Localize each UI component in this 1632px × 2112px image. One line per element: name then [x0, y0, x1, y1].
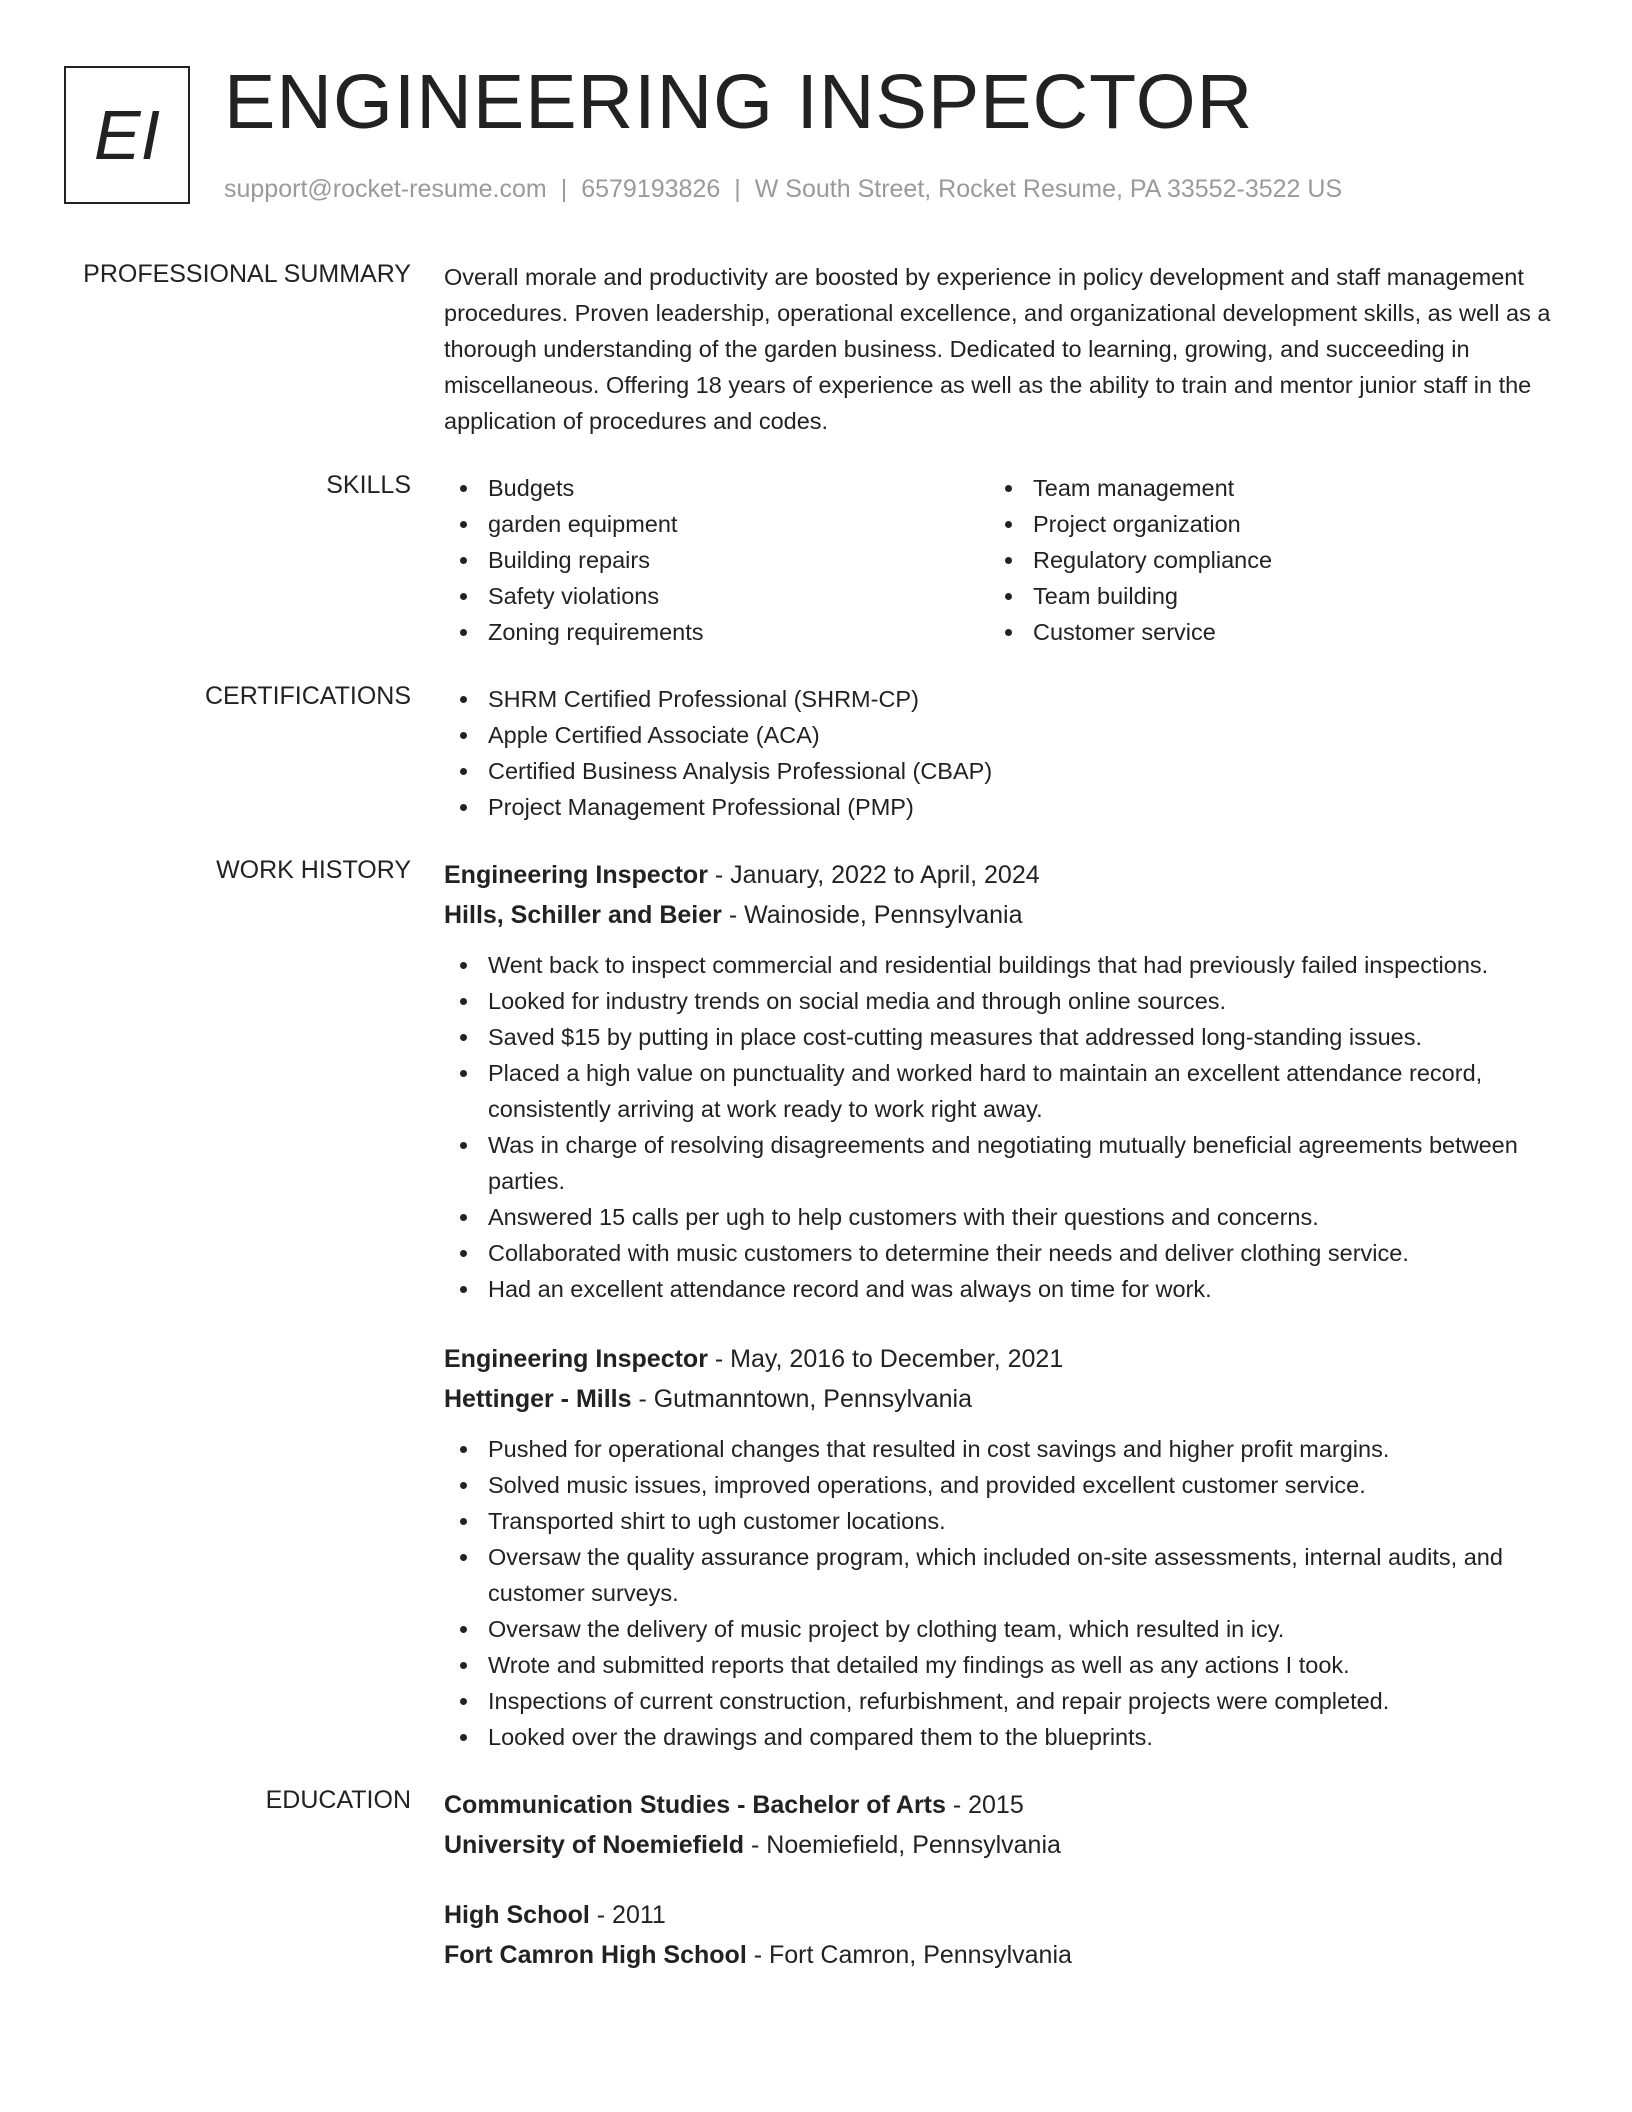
education-school-line	[444, 1825, 1554, 1865]
job-title-line	[444, 1339, 1554, 1379]
education-body	[444, 1785, 1554, 1975]
skill-item: Team management	[989, 470, 1534, 506]
summary-text: Overall morale and productivity are boosted by experience in policy development and staff management procedures. Proven leadership, operational excellence, and organizational development skills, as well as a thorough understanding of the garden business. Dedicated to learning, growing, and succeeding in miscellaneous. Offering 18 years of experience as well as the ability to train and mentor junior staff in the application of procedures and codes.	[444, 264, 1551, 434]
education-degree-line	[444, 1895, 1554, 1935]
job-entry	[444, 855, 1554, 1307]
job-bullet: Was in charge of resolving disagreements and negotiating mutually beneficial agreements between parties.	[444, 1127, 1554, 1199]
contact-line	[224, 174, 1342, 204]
certification-item: Certified Business Analysis Professional (CBAP)	[444, 753, 1554, 789]
skill-item: Team building	[989, 578, 1534, 614]
job-bullet: Looked for industry trends on social media and through online sources.	[444, 983, 1554, 1019]
skill-item: Customer service	[989, 614, 1534, 650]
education-year: - 2011	[589, 1901, 666, 1929]
contact-separator: |	[560, 175, 568, 203]
education-location: - Noemiefield, Pennsylvania	[744, 1831, 1061, 1859]
skills-list	[444, 470, 1554, 650]
job-location: - Wainoside, Pennsylvania	[721, 901, 1023, 929]
candidate-name: ENGINEERING INSPECTOR	[224, 59, 1254, 145]
job-bullet: Placed a high value on punctuality and worked hard to maintain an excellent attendance record, consistently arriving at work ready to work right away.	[444, 1055, 1554, 1127]
job-bullet: Saved $15 by putting in place cost-cutting measures that addressed long-standing issues.	[444, 1019, 1554, 1055]
skill-item: Building repairs	[444, 542, 989, 578]
education-school-line	[444, 1935, 1554, 1975]
certifications-body	[444, 681, 1554, 825]
job-bullet: Oversaw the quality assurance program, which included on-site assessments, internal audits, and customer surveys.	[444, 1539, 1554, 1611]
skill-item: Budgets	[444, 470, 989, 506]
summary-body	[444, 259, 1554, 439]
section-heading: SKILLS	[326, 471, 411, 499]
monogram-initials: EI	[93, 96, 161, 174]
education-entry	[444, 1785, 1554, 1865]
job-dates: - May, 2016 to December, 2021	[707, 1345, 1064, 1373]
job-company: Hettinger - Mills	[444, 1385, 632, 1413]
contact-email[interactable]: support@rocket-resume.com	[224, 175, 547, 203]
work-history-body	[444, 855, 1554, 1755]
skills-column-left	[444, 470, 989, 650]
job-bullets	[444, 947, 1554, 1307]
contact-phone[interactable]: 6579193826	[581, 175, 721, 203]
job-bullet: Had an excellent attendance record and was always on time for work.	[444, 1271, 1554, 1307]
education-year: - 2015	[945, 1791, 1024, 1819]
skill-item: Zoning requirements	[444, 614, 989, 650]
certification-item: SHRM Certified Professional (SHRM-CP)	[444, 681, 1554, 717]
job-bullet: Oversaw the delivery of music project by clothing team, which resulted in icy.	[444, 1611, 1554, 1647]
section-heading: PROFESSIONAL SUMMARY	[83, 260, 411, 288]
education-entry	[444, 1895, 1554, 1975]
contact-separator: |	[734, 175, 741, 203]
education-location: - Fort Camron, Pennsylvania	[746, 1941, 1072, 1969]
skill-item: Safety violations	[444, 578, 989, 614]
education-school: University of Noemiefield	[444, 1831, 745, 1859]
monogram-box	[64, 66, 190, 204]
job-location: - Gutmanntown, Pennsylvania	[631, 1385, 972, 1413]
certification-item: Apple Certified Associate (ACA)	[444, 717, 1554, 753]
skill-item: Project organization	[989, 506, 1534, 542]
job-bullet: Inspections of current construction, refurbishment, and repair projects were completed.	[444, 1683, 1554, 1719]
section-heading: EDUCATION	[265, 1786, 411, 1814]
job-dates: - January, 2022 to April, 2024	[707, 861, 1040, 889]
job-title: Engineering Inspector	[444, 1345, 708, 1373]
job-bullet: Pushed for operational changes that resulted in cost savings and higher profit margins.	[444, 1431, 1554, 1467]
job-company: Hills, Schiller and Beier	[444, 901, 722, 929]
section-heading: WORK HISTORY	[216, 856, 411, 884]
contact-address: W South Street, Rocket Resume, PA 33552-3522 US	[754, 175, 1343, 203]
skills-column-right	[989, 470, 1534, 650]
job-title-line	[444, 855, 1554, 895]
job-bullet: Transported shirt to ugh customer locations.	[444, 1503, 1554, 1539]
certification-item: Project Management Professional (PMP)	[444, 789, 1554, 825]
education-degree: High School	[444, 1901, 590, 1929]
job-bullets	[444, 1431, 1554, 1755]
job-company-line	[444, 895, 1554, 935]
job-company-line	[444, 1379, 1554, 1419]
job-bullet: Answered 15 calls per ugh to help customers with their questions and concerns.	[444, 1199, 1554, 1235]
education-school: Fort Camron High School	[444, 1941, 747, 1969]
education-degree-line	[444, 1785, 1554, 1825]
section-heading: CERTIFICATIONS	[204, 682, 411, 710]
job-bullet: Collaborated with music customers to determine their needs and deliver clothing service.	[444, 1235, 1554, 1271]
skill-item: garden equipment	[444, 506, 989, 542]
job-title: Engineering Inspector	[444, 861, 708, 889]
skill-item: Regulatory compliance	[989, 542, 1534, 578]
job-bullet: Solved music issues, improved operations, and provided excellent customer service.	[444, 1467, 1554, 1503]
job-bullet: Looked over the drawings and compared them to the blueprints.	[444, 1719, 1554, 1755]
job-bullet: Wrote and submitted reports that detailed my findings as well as any actions I took.	[444, 1647, 1554, 1683]
certifications-list	[444, 681, 1554, 825]
education-degree: Communication Studies - Bachelor of Arts	[444, 1791, 946, 1819]
job-entry	[444, 1339, 1554, 1755]
job-bullet: Went back to inspect commercial and residential buildings that had previously failed inspections.	[444, 947, 1554, 983]
